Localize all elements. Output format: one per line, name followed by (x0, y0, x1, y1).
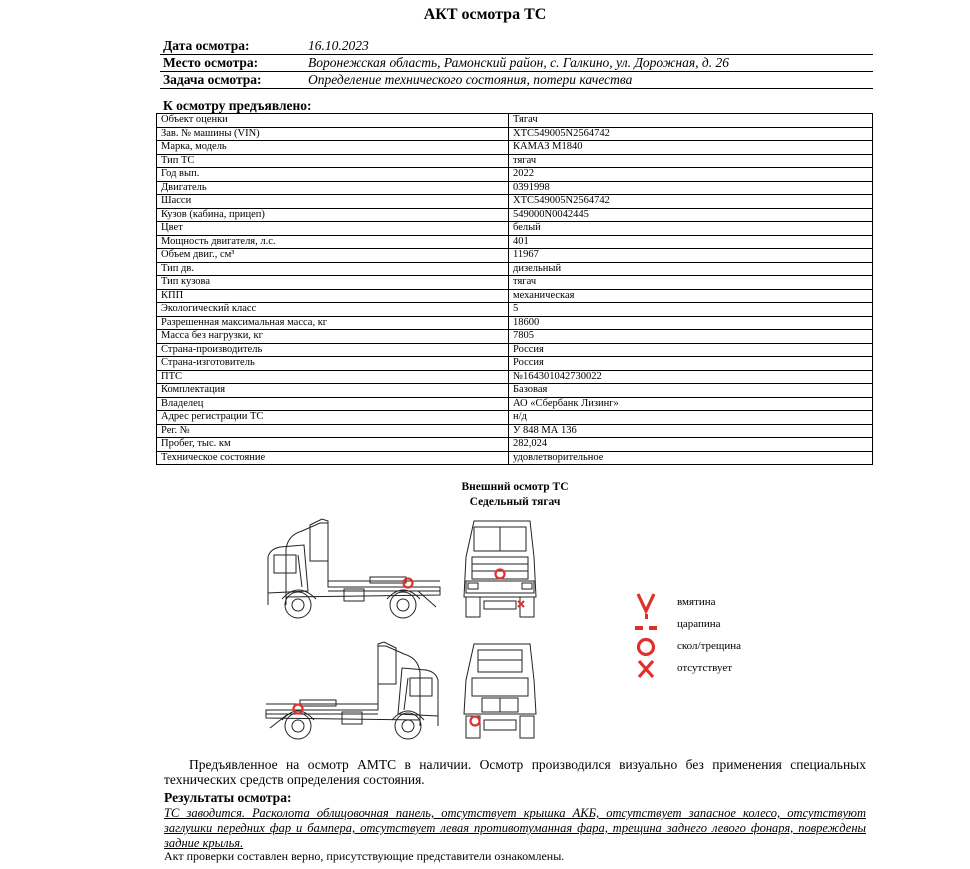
spec-value: 282,024 (509, 438, 873, 452)
dent-v-icon (632, 592, 660, 614)
spec-value: АО «Сбербанк Лизинг» (509, 397, 873, 411)
spec-row (157, 451, 873, 465)
legend-item-missing (632, 658, 812, 680)
spec-value: Базовая (509, 384, 873, 398)
spec-value: XTC549005N2564742 (509, 127, 873, 141)
spec-row (157, 235, 873, 249)
meta-row-task (160, 72, 873, 89)
spec-label: Разрешенная максимальная масса, кг (157, 316, 509, 330)
spec-label: Пробег, тыс. км (157, 438, 509, 452)
spec-label: Зав. № машины (VIN) (157, 127, 509, 141)
truck-front-view (460, 517, 540, 622)
spec-row (157, 357, 873, 371)
spec-label: Мощность двигателя, л.с. (157, 235, 509, 249)
spec-row (157, 411, 873, 425)
meta-label: Дата осмотра: (163, 38, 250, 53)
spec-value: №164301042730022 (509, 370, 873, 384)
spec-label: Кузов (кабина, прицеп) (157, 208, 509, 222)
spec-value: Россия (509, 343, 873, 357)
chip-circle-icon (632, 636, 660, 658)
spec-row (157, 141, 873, 155)
spec-label: КПП (157, 289, 509, 303)
spec-row (157, 438, 873, 452)
spec-row (157, 370, 873, 384)
spec-label: Тип кузова (157, 276, 509, 290)
spec-value: механическая (509, 289, 873, 303)
spec-label: Рег. № (157, 424, 509, 438)
legend-item-chip (632, 636, 812, 658)
spec-row (157, 168, 873, 182)
spec-label: Экологический класс (157, 303, 509, 317)
spec-value: 7805 (509, 330, 873, 344)
meta-row-date (160, 38, 873, 55)
spec-row (157, 249, 873, 263)
spec-label: Владелец (157, 397, 509, 411)
spec-label: Объект оценки (157, 114, 509, 128)
meta-value: 16.10.2023 (308, 38, 369, 53)
spec-value: У 848 МА 136 (509, 424, 873, 438)
spec-label: Тип ТС (157, 154, 509, 168)
spec-label: Марка, модель (157, 141, 509, 155)
spec-value: 18600 (509, 316, 873, 330)
spec-value: тягач (509, 276, 873, 290)
closing-statement: Акт проверки составлен верно, присутствующие представители ознакомлены. (164, 849, 565, 863)
document-title: АКТ осмотра ТС (423, 6, 547, 23)
meta-value: Воронежская область, Рамонский район, с. Галкино, ул. Дорожная, д. 26 (308, 55, 729, 70)
external-inspection-title (0, 480, 970, 510)
spec-value: 11967 (509, 249, 873, 263)
spec-row (157, 397, 873, 411)
inspection-note: Предъявленное на осмотр АМТС в наличии. Осмотр производился визуально без применения специальных технических средств определения состояния. (164, 757, 866, 787)
damage-missing-mark (518, 601, 524, 607)
truck-rear-view (460, 640, 540, 745)
spec-label: ПТС (157, 370, 509, 384)
missing-x-icon (632, 658, 660, 680)
meta-value: Определение технического состояния, потери качества (308, 72, 633, 87)
spec-row (157, 303, 873, 317)
spec-value: 2022 (509, 168, 873, 182)
damage-chip-mark (294, 705, 303, 714)
scratch-dashes-icon (632, 614, 660, 636)
spec-row (157, 384, 873, 398)
damage-legend (632, 592, 812, 680)
legend-label: вмятина (677, 596, 716, 608)
spec-row (157, 343, 873, 357)
spec-row (157, 208, 873, 222)
vehicle-specs-table (156, 113, 873, 465)
spec-row (157, 262, 873, 276)
spec-label: Год вып. (157, 168, 509, 182)
external-title: Внешний осмотр ТС (461, 481, 569, 493)
spec-row (157, 316, 873, 330)
spec-row (157, 424, 873, 438)
legend-item-dent (632, 592, 812, 614)
spec-label: Тип дв. (157, 262, 509, 276)
spec-row (157, 330, 873, 344)
spec-value: 401 (509, 235, 873, 249)
legend-label: царапина (677, 618, 721, 630)
spec-value: Россия (509, 357, 873, 371)
truck-side-view-left (258, 640, 448, 745)
spec-value: 5 (509, 303, 873, 317)
spec-value: н/д (509, 411, 873, 425)
spec-value: дизельный (509, 262, 873, 276)
truck-side-view-right (258, 517, 448, 622)
spec-label: Комплектация (157, 384, 509, 398)
spec-row (157, 127, 873, 141)
spec-row (157, 154, 873, 168)
spec-label: Объем двиг., см³ (157, 249, 509, 263)
legend-label: отсутствует (677, 662, 733, 674)
spec-row (157, 222, 873, 236)
spec-label: Цвет (157, 222, 509, 236)
spec-value: КАМАЗ М1840 (509, 141, 873, 155)
results-heading: Результаты осмотра: (164, 790, 292, 805)
spec-row (157, 181, 873, 195)
spec-value: 549000N0042445 (509, 208, 873, 222)
spec-value: белый (509, 222, 873, 236)
spec-value: XTC549005N2564742 (509, 195, 873, 209)
spec-row (157, 276, 873, 290)
meta-label: Задача осмотра: (163, 72, 262, 87)
spec-label: Адрес регистрации ТС (157, 411, 509, 425)
spec-label: Страна-производитель (157, 343, 509, 357)
spec-label: Двигатель (157, 181, 509, 195)
spec-value: тягач (509, 154, 873, 168)
inspection-meta (160, 38, 873, 89)
spec-row (157, 114, 873, 128)
legend-item-scratch (632, 614, 812, 636)
damage-chip-mark (471, 717, 480, 726)
spec-row (157, 195, 873, 209)
meta-label: Место осмотра: (163, 55, 259, 70)
spec-value: 0391998 (509, 181, 873, 195)
meta-row-place (160, 55, 873, 72)
spec-label: Страна-изготовитель (157, 357, 509, 371)
spec-row (157, 289, 873, 303)
presented-heading: К осмотру предъявлено: (163, 98, 312, 113)
spec-value: удовлетворительное (509, 451, 873, 465)
spec-value: Тягач (509, 114, 873, 128)
spec-label: Шасси (157, 195, 509, 209)
external-subtitle: Седельный тягач (469, 496, 561, 508)
results-text: ТС заводится. Расколота облицовочная панель, отсутствует крышка АКБ, отсутствует запасное колесо, отсутствуют заглушки передних фар и бампера, отсутствует левая противотуманная фара, трещина заднего левого фонаря, повреждены задние крылья. (164, 806, 866, 850)
spec-label: Техническое состояние (157, 451, 509, 465)
spec-label: Масса без нагрузки, кг (157, 330, 509, 344)
legend-label: скол/трещина (677, 640, 742, 652)
